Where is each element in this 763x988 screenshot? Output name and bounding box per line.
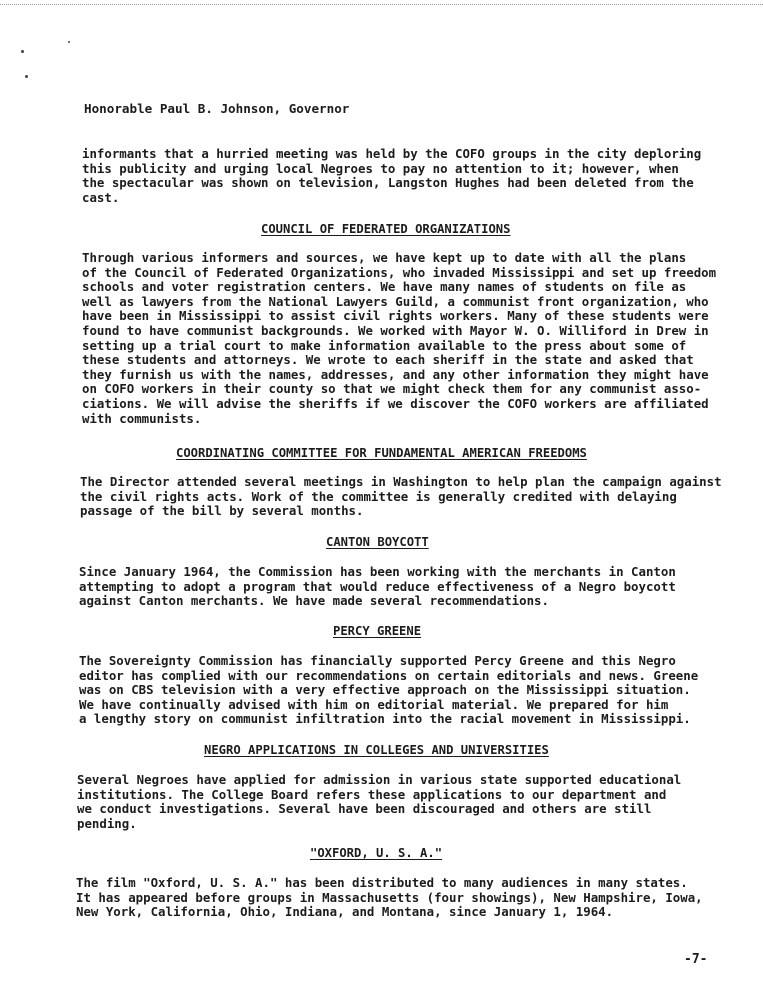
section-body-percy-greene: [79, 654, 698, 727]
text-line: these students and attorneys. We wrote to each sheriff in the state and asked that: [82, 352, 694, 368]
text-line: passage of the bill by several months.: [80, 503, 364, 519]
text-line: against Canton merchants. We have made several recommendations.: [79, 593, 549, 609]
section-body-cofo: [82, 251, 716, 426]
text-line: Since January 1964, the Commission has been working with the merchants in Canton: [79, 564, 676, 579]
text-line: have been in Mississippi to assist civil rights workers. Many of these students were: [82, 308, 709, 324]
text-line: It has appeared before groups in Massachusetts (four showings), New Hampshire, Iowa,: [76, 889, 703, 905]
text-line: The Director attended several meetings in Washington to help plan the campaign against: [80, 474, 722, 489]
text-line: institutions. The College Board refers these applications to our department and: [77, 786, 667, 802]
text-line: Through various informers and sources, we have kept up to date with all the plans: [82, 250, 687, 265]
text-line: The Sovereignty Commission has financially supported Percy Greene and this Negro: [79, 653, 676, 668]
text-line: the spectacular was shown on television, Langston Hughes had been deleted from the: [82, 175, 694, 191]
text-line: New York, California, Ohio, Indiana, and Montana, since January 1, 1964.: [76, 904, 614, 920]
section-body-ccfaf: [80, 475, 722, 519]
text-line: pending.: [77, 815, 137, 831]
section-body-college-applications: [77, 773, 681, 831]
text-line: We have continually advised with him on editorial material. We prepared for him: [79, 696, 669, 712]
text-line: the civil rights acts. Work of the committee is generally credited with delaying: [80, 488, 677, 504]
page-number: -7-: [684, 952, 708, 967]
text-line: setting up a trial court to make information available to the press about some of: [82, 337, 687, 353]
text-line: Several Negroes have applied for admission in various state supported educational: [77, 772, 682, 787]
text-line: attempting to adopt a program that would reduce effectiveness of a Negro boycott: [79, 578, 676, 594]
text-line: was on CBS television with a very effective approach on the Mississippi situation.: [79, 682, 691, 698]
intro-paragraph: [82, 147, 701, 205]
section-body-canton-boycott: [79, 565, 676, 609]
text-line: of the Council of Federated Organizations, who invaded Mississippi and set up freedom: [82, 264, 717, 280]
text-line: with communists.: [82, 410, 202, 426]
text-line: ciations. We will advise the sheriffs if we discover the COFO workers are affiliated: [82, 395, 709, 411]
text-line: found to have communist backgrounds. We worked with Mayor W. O. Williford in Drew in: [82, 322, 709, 338]
text-line: schools and voter registration centers. We have many names of students on file as: [82, 279, 687, 295]
section-heading-cofo: COUNCIL OF FEDERATED ORGANIZATIONS: [261, 222, 511, 236]
text-line: informants that a hurried meeting was held by the COFO groups in the city deploring: [82, 146, 702, 161]
letter-header: Honorable Paul B. Johnson, Governor: [84, 101, 350, 116]
text-line: well as lawyers from the National Lawyers Guild, a communist front organization, who: [82, 293, 709, 309]
section-heading-ccfaf: COORDINATING COMMITTEE FOR FUNDAMENTAL AMERICAN FREEDOMS: [176, 446, 587, 460]
text-line: they furnish us with the names, addresses, and any other information they might have: [82, 366, 709, 382]
scan-speck: [68, 41, 70, 43]
section-heading-percy-greene: PERCY GREENE: [333, 624, 422, 638]
section-heading-college-applications: NEGRO APPLICATIONS IN COLLEGES AND UNIVERSITIES: [204, 743, 549, 757]
text-line: on COFO workers in their county so that we might check them for any communist asso-: [82, 381, 702, 397]
text-line: editor has complied with our recommendations on certain editorials and news. Greene: [79, 667, 699, 683]
text-line: we conduct investigations. Several have been discouraged and others are still: [77, 801, 652, 817]
page-edge-line: [0, 4, 763, 5]
section-heading-canton-boycott: CANTON BOYCOTT: [326, 535, 429, 549]
section-heading-oxford-usa: "OXFORD, U. S. A.": [310, 846, 443, 860]
scan-speck: [21, 50, 24, 53]
text-line: a lengthy story on communist infiltration into the racial movement in Mississippi.: [79, 711, 691, 727]
section-body-oxford-usa: [76, 876, 703, 920]
text-line: The film "Oxford, U. S. A." has been distributed to many audiences in many states.: [76, 875, 688, 890]
scan-speck: [25, 75, 28, 78]
text-line: this publicity and urging local Negroes to pay no attention to it; however, when: [82, 160, 679, 176]
text-line: cast.: [82, 189, 120, 205]
